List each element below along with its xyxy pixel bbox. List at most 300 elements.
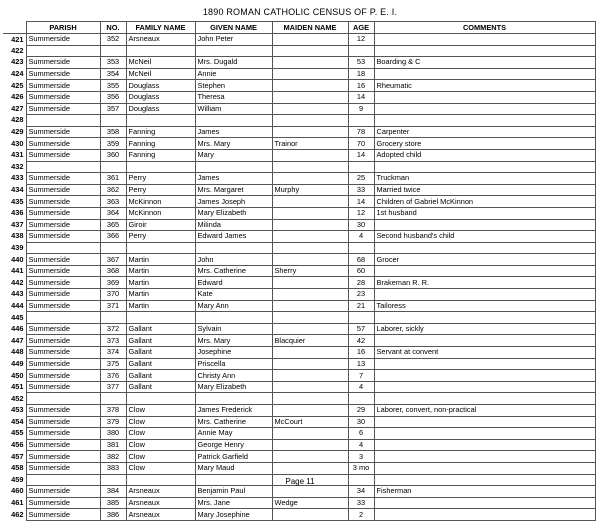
cell-age: 68 bbox=[348, 254, 374, 266]
cell-parish: Summerside bbox=[26, 196, 100, 208]
cell-family-name: Clow bbox=[126, 439, 195, 451]
cell-parish: Summerside bbox=[26, 439, 100, 451]
cell-parish bbox=[26, 393, 100, 405]
cell-maiden-name bbox=[272, 462, 348, 474]
cell-given-name bbox=[195, 45, 272, 57]
cell-parish: Summerside bbox=[26, 289, 100, 301]
cell-comments: Carpenter bbox=[374, 126, 595, 138]
cell-maiden-name bbox=[272, 393, 348, 405]
cell-maiden-name bbox=[272, 509, 348, 521]
cell-maiden-name: Blacquier bbox=[272, 335, 348, 347]
cell-maiden-name bbox=[272, 80, 348, 92]
table-row bbox=[3, 115, 595, 127]
cell-family-name: McKinnon bbox=[126, 207, 195, 219]
cell-given-name: Annie May bbox=[195, 428, 272, 440]
row-number: 436 bbox=[11, 208, 24, 218]
cell-family-name: Gallant bbox=[126, 347, 195, 359]
cell-family-name: Arsneaux bbox=[126, 509, 195, 521]
cell-no: 366 bbox=[100, 231, 126, 243]
cell-family-name: Douglass bbox=[126, 80, 195, 92]
table-row bbox=[3, 497, 595, 509]
cell-family-name bbox=[126, 393, 195, 405]
cell-family-name: Douglass bbox=[126, 103, 195, 115]
table-row bbox=[3, 34, 595, 46]
row-number: 446 bbox=[11, 324, 24, 334]
cell-parish: Summerside bbox=[26, 462, 100, 474]
cell-age: 42 bbox=[348, 335, 374, 347]
row-number: 421 bbox=[11, 34, 24, 44]
cell-no: 353 bbox=[100, 57, 126, 69]
cell-no bbox=[100, 161, 126, 173]
table-row bbox=[3, 428, 595, 440]
cell-given-name: Edward bbox=[195, 277, 272, 289]
cell-family-name: Arsneaux bbox=[126, 486, 195, 498]
cell-comments bbox=[374, 312, 595, 324]
cell-comments bbox=[374, 335, 595, 347]
cell-comments bbox=[374, 68, 595, 80]
cell-family-name: McNeil bbox=[126, 57, 195, 69]
cell-no: 375 bbox=[100, 358, 126, 370]
cell-comments: Tailoress bbox=[374, 300, 595, 312]
cell-given-name: Mary Ann bbox=[195, 300, 272, 312]
cell-maiden-name bbox=[272, 161, 348, 173]
row-number: 422 bbox=[11, 45, 24, 55]
cell-no: 369 bbox=[100, 277, 126, 289]
cell-maiden-name: Sherry bbox=[272, 265, 348, 277]
cell-maiden-name bbox=[272, 300, 348, 312]
cell-comments bbox=[374, 219, 595, 231]
cell-age: 7 bbox=[348, 370, 374, 382]
row-number: 433 bbox=[11, 173, 24, 183]
table-row bbox=[3, 323, 595, 335]
cell-comments bbox=[374, 381, 595, 393]
cell-comments bbox=[374, 416, 595, 428]
cell-no: 385 bbox=[100, 497, 126, 509]
cell-age: 14 bbox=[348, 149, 374, 161]
cell-parish: Summerside bbox=[26, 80, 100, 92]
cell-family-name: Clow bbox=[126, 462, 195, 474]
table-row bbox=[3, 347, 595, 359]
cell-comments bbox=[374, 289, 595, 301]
cell-family-name: Arsneaux bbox=[126, 34, 195, 46]
cell-family-name: Clow bbox=[126, 405, 195, 417]
row-number: 423 bbox=[11, 57, 24, 67]
cell-age bbox=[348, 45, 374, 57]
table-row bbox=[3, 254, 595, 266]
cell-age: 2 bbox=[348, 509, 374, 521]
cell-given-name: Edward James bbox=[195, 231, 272, 243]
cell-maiden-name: Murphy bbox=[272, 184, 348, 196]
cell-given-name bbox=[195, 161, 272, 173]
row-number: 431 bbox=[11, 150, 24, 160]
cell-age bbox=[348, 393, 374, 405]
row-number: 460 bbox=[11, 486, 24, 496]
cell-family-name: Martin bbox=[126, 254, 195, 266]
cell-no: 364 bbox=[100, 207, 126, 219]
cell-age: 28 bbox=[348, 277, 374, 289]
cell-age: 53 bbox=[348, 57, 374, 69]
cell-family-name: Martin bbox=[126, 265, 195, 277]
table-row bbox=[3, 196, 595, 208]
row-number: 434 bbox=[11, 185, 24, 195]
table-row bbox=[3, 173, 595, 185]
cell-given-name: Mrs. Mary bbox=[195, 335, 272, 347]
table-row bbox=[3, 370, 595, 382]
cell-family-name: Clow bbox=[126, 451, 195, 463]
row-number: 445 bbox=[11, 312, 24, 322]
table-row bbox=[3, 312, 595, 324]
cell-given-name: Mary Elizabeth bbox=[195, 207, 272, 219]
cell-age: 30 bbox=[348, 416, 374, 428]
cell-age: 6 bbox=[348, 428, 374, 440]
cell-comments bbox=[374, 509, 595, 521]
row-number: 452 bbox=[11, 393, 24, 403]
cell-parish: Summerside bbox=[26, 405, 100, 417]
table-row bbox=[3, 80, 595, 92]
cell-given-name: Patrick Garfield bbox=[195, 451, 272, 463]
cell-given-name: George Henry bbox=[195, 439, 272, 451]
cell-maiden-name bbox=[272, 231, 348, 243]
cell-parish: Summerside bbox=[26, 428, 100, 440]
cell-comments bbox=[374, 451, 595, 463]
cell-parish: Summerside bbox=[26, 126, 100, 138]
table-row bbox=[3, 416, 595, 428]
cell-maiden-name bbox=[272, 254, 348, 266]
cell-comments: Grocer bbox=[374, 254, 595, 266]
cell-comments: Boarding & C bbox=[374, 57, 595, 69]
cell-no: 381 bbox=[100, 439, 126, 451]
row-number: 432 bbox=[11, 161, 24, 171]
row-number: 451 bbox=[11, 382, 24, 392]
cell-parish: Summerside bbox=[26, 370, 100, 382]
cell-no: 386 bbox=[100, 509, 126, 521]
cell-parish: Summerside bbox=[26, 265, 100, 277]
cell-maiden-name bbox=[272, 451, 348, 463]
cell-age: 14 bbox=[348, 91, 374, 103]
cell-parish: Summerside bbox=[26, 173, 100, 185]
cell-family-name: McNeil bbox=[126, 68, 195, 80]
col-header-age: AGE bbox=[348, 22, 374, 34]
cell-comments bbox=[374, 358, 595, 370]
cell-family-name: Clow bbox=[126, 416, 195, 428]
cell-family-name: Perry bbox=[126, 184, 195, 196]
cell-maiden-name bbox=[272, 103, 348, 115]
cell-parish bbox=[26, 115, 100, 127]
cell-given-name: Mrs. Margaret bbox=[195, 184, 272, 196]
cell-given-name: James Joseph bbox=[195, 196, 272, 208]
row-number: 443 bbox=[11, 289, 24, 299]
cell-parish: Summerside bbox=[26, 138, 100, 150]
cell-parish bbox=[26, 161, 100, 173]
cell-comments bbox=[374, 45, 595, 57]
cell-age: 29 bbox=[348, 405, 374, 417]
cell-no: 383 bbox=[100, 462, 126, 474]
cell-maiden-name bbox=[272, 439, 348, 451]
cell-maiden-name bbox=[272, 370, 348, 382]
cell-given-name: Priscella bbox=[195, 358, 272, 370]
row-number: 424 bbox=[11, 69, 24, 79]
cell-comments bbox=[374, 439, 595, 451]
cell-no: 354 bbox=[100, 68, 126, 80]
cell-no: 368 bbox=[100, 265, 126, 277]
cell-maiden-name bbox=[272, 173, 348, 185]
cell-family-name: Martin bbox=[126, 300, 195, 312]
cell-given-name: James bbox=[195, 173, 272, 185]
col-header-parish: PARISH bbox=[26, 22, 100, 34]
table-row bbox=[3, 265, 595, 277]
row-number: 448 bbox=[11, 347, 24, 357]
cell-maiden-name bbox=[272, 242, 348, 254]
row-number: 447 bbox=[11, 335, 24, 345]
cell-given-name: Mrs. Catherine bbox=[195, 265, 272, 277]
cell-comments bbox=[374, 428, 595, 440]
cell-age: 9 bbox=[348, 103, 374, 115]
cell-parish: Summerside bbox=[26, 416, 100, 428]
cell-comments bbox=[374, 497, 595, 509]
cell-given-name bbox=[195, 242, 272, 254]
table-row bbox=[3, 45, 595, 57]
cell-age: 78 bbox=[348, 126, 374, 138]
cell-family-name: Fanning bbox=[126, 126, 195, 138]
cell-parish: Summerside bbox=[26, 347, 100, 359]
cell-comments bbox=[374, 91, 595, 103]
row-number: 462 bbox=[11, 509, 24, 519]
cell-given-name: Milinda bbox=[195, 219, 272, 231]
cell-maiden-name bbox=[272, 207, 348, 219]
cell-family-name: Fanning bbox=[126, 149, 195, 161]
row-number: 428 bbox=[11, 115, 24, 125]
cell-comments bbox=[374, 265, 595, 277]
table-row bbox=[3, 405, 595, 417]
cell-no: 380 bbox=[100, 428, 126, 440]
cell-maiden-name bbox=[272, 289, 348, 301]
cell-given-name bbox=[195, 115, 272, 127]
table-row bbox=[3, 335, 595, 347]
cell-parish: Summerside bbox=[26, 57, 100, 69]
cell-parish: Summerside bbox=[26, 323, 100, 335]
table-row bbox=[3, 486, 595, 498]
cell-no: 360 bbox=[100, 149, 126, 161]
cell-age: 4 bbox=[348, 231, 374, 243]
cell-given-name: Mrs. Mary bbox=[195, 138, 272, 150]
row-number: 450 bbox=[11, 370, 24, 380]
cell-family-name bbox=[126, 115, 195, 127]
cell-given-name: William bbox=[195, 103, 272, 115]
cell-comments: Adopted child bbox=[374, 149, 595, 161]
cell-no: 363 bbox=[100, 196, 126, 208]
col-header-given-name: GIVEN NAME bbox=[195, 22, 272, 34]
cell-maiden-name bbox=[272, 126, 348, 138]
row-number: 458 bbox=[11, 463, 24, 473]
row-number: 439 bbox=[11, 242, 24, 252]
cell-comments: 1st husband bbox=[374, 207, 595, 219]
table-row bbox=[3, 138, 595, 150]
col-header-comments: COMMENTS bbox=[374, 22, 595, 34]
row-number: 444 bbox=[11, 300, 24, 310]
cell-age: 33 bbox=[348, 184, 374, 196]
cell-age: 23 bbox=[348, 289, 374, 301]
cell-age: 33 bbox=[348, 497, 374, 509]
cell-age: 21 bbox=[348, 300, 374, 312]
cell-age: 57 bbox=[348, 323, 374, 335]
row-number: 430 bbox=[11, 138, 24, 148]
table-row bbox=[3, 219, 595, 231]
cell-parish: Summerside bbox=[26, 486, 100, 498]
cell-family-name: Douglass bbox=[126, 91, 195, 103]
cell-parish bbox=[26, 45, 100, 57]
cell-comments: Servant at convent bbox=[374, 347, 595, 359]
cell-given-name: Mary bbox=[195, 149, 272, 161]
cell-given-name: Mary Maud bbox=[195, 462, 272, 474]
cell-age: 4 bbox=[348, 381, 374, 393]
cell-family-name: Giroir bbox=[126, 219, 195, 231]
cell-parish bbox=[26, 242, 100, 254]
cell-family-name: Perry bbox=[126, 173, 195, 185]
table-row bbox=[3, 184, 595, 196]
cell-family-name: Gallant bbox=[126, 335, 195, 347]
cell-maiden-name bbox=[272, 277, 348, 289]
census-body bbox=[3, 34, 595, 521]
cell-no: 361 bbox=[100, 173, 126, 185]
cell-comments: Married twice bbox=[374, 184, 595, 196]
cell-comments bbox=[374, 103, 595, 115]
cell-no: 378 bbox=[100, 405, 126, 417]
cell-comments: Laborer, sickly bbox=[374, 323, 595, 335]
cell-age: 14 bbox=[348, 196, 374, 208]
cell-given-name: Christy Ann bbox=[195, 370, 272, 382]
cell-parish: Summerside bbox=[26, 103, 100, 115]
cell-maiden-name bbox=[272, 381, 348, 393]
cell-no: 367 bbox=[100, 254, 126, 266]
cell-family-name: McKinnon bbox=[126, 196, 195, 208]
table-row bbox=[3, 57, 595, 69]
cell-age: 60 bbox=[348, 265, 374, 277]
cell-given-name: James bbox=[195, 126, 272, 138]
cell-parish: Summerside bbox=[26, 219, 100, 231]
cell-maiden-name bbox=[272, 347, 348, 359]
cell-parish: Summerside bbox=[26, 207, 100, 219]
cell-maiden-name bbox=[272, 68, 348, 80]
cell-family-name: Martin bbox=[126, 289, 195, 301]
cell-given-name: Sylvain bbox=[195, 323, 272, 335]
cell-parish: Summerside bbox=[26, 149, 100, 161]
header-row bbox=[3, 22, 595, 34]
cell-maiden-name bbox=[272, 312, 348, 324]
cell-given-name: Mary Elizabeth bbox=[195, 381, 272, 393]
cell-no: 370 bbox=[100, 289, 126, 301]
row-number: 454 bbox=[11, 416, 24, 426]
page-title: 1890 ROMAN CATHOLIC CENSUS OF P. E. I. bbox=[202, 7, 398, 17]
col-header-family-name: FAMILY NAME bbox=[126, 22, 195, 34]
cell-no: 372 bbox=[100, 323, 126, 335]
cell-family-name bbox=[126, 161, 195, 173]
row-number: 442 bbox=[11, 277, 24, 287]
cell-family-name: Gallant bbox=[126, 358, 195, 370]
cell-parish: Summerside bbox=[26, 277, 100, 289]
row-number: 449 bbox=[11, 358, 24, 368]
cell-no: 357 bbox=[100, 103, 126, 115]
table-row bbox=[3, 393, 595, 405]
cell-comments: Brakeman R. R. bbox=[374, 277, 595, 289]
cell-maiden-name bbox=[272, 219, 348, 231]
cell-parish bbox=[26, 312, 100, 324]
cell-parish: Summerside bbox=[26, 358, 100, 370]
table-row bbox=[3, 439, 595, 451]
cell-no bbox=[100, 242, 126, 254]
row-number: 457 bbox=[11, 451, 24, 461]
cell-no: 358 bbox=[100, 126, 126, 138]
cell-maiden-name bbox=[272, 115, 348, 127]
cell-maiden-name bbox=[272, 45, 348, 57]
col-header-no: NO. bbox=[100, 22, 126, 34]
cell-no: 352 bbox=[100, 34, 126, 46]
row-number: 426 bbox=[11, 92, 24, 102]
cell-age: 30 bbox=[348, 219, 374, 231]
row-number: 437 bbox=[11, 219, 24, 229]
cell-parish: Summerside bbox=[26, 497, 100, 509]
cell-maiden-name bbox=[272, 34, 348, 46]
cell-maiden-name: Trainor bbox=[272, 138, 348, 150]
cell-age: 34 bbox=[348, 486, 374, 498]
cell-age: 13 bbox=[348, 358, 374, 370]
cell-given-name: Josephine bbox=[195, 347, 272, 359]
cell-family-name bbox=[126, 312, 195, 324]
cell-no bbox=[100, 115, 126, 127]
cell-maiden-name bbox=[272, 323, 348, 335]
cell-parish: Summerside bbox=[26, 184, 100, 196]
cell-given-name: John Peter bbox=[195, 34, 272, 46]
cell-maiden-name: McCourt bbox=[272, 416, 348, 428]
cell-family-name: Fanning bbox=[126, 138, 195, 150]
table-row bbox=[3, 277, 595, 289]
cell-maiden-name bbox=[272, 91, 348, 103]
cell-maiden-name bbox=[272, 486, 348, 498]
cell-no: 384 bbox=[100, 486, 126, 498]
cell-given-name: James Frederick bbox=[195, 405, 272, 417]
cell-parish: Summerside bbox=[26, 509, 100, 521]
cell-age bbox=[348, 115, 374, 127]
cell-family-name: Perry bbox=[126, 231, 195, 243]
cell-given-name bbox=[195, 393, 272, 405]
cell-parish: Summerside bbox=[26, 451, 100, 463]
cell-given-name: Mary Josephine bbox=[195, 509, 272, 521]
cell-age: 16 bbox=[348, 347, 374, 359]
cell-maiden-name bbox=[272, 405, 348, 417]
cell-parish: Summerside bbox=[26, 381, 100, 393]
cell-given-name: Mrs. Catherine bbox=[195, 416, 272, 428]
cell-given-name: Theresa bbox=[195, 91, 272, 103]
cell-no bbox=[100, 393, 126, 405]
row-number: 427 bbox=[11, 103, 24, 113]
row-number: 456 bbox=[11, 440, 24, 450]
table-row bbox=[3, 231, 595, 243]
cell-no bbox=[100, 312, 126, 324]
cell-no bbox=[100, 45, 126, 57]
cell-comments: Truckman bbox=[374, 173, 595, 185]
cell-comments: Second husband's child bbox=[374, 231, 595, 243]
cell-given-name bbox=[195, 312, 272, 324]
cell-parish: Summerside bbox=[26, 335, 100, 347]
cell-age: 12 bbox=[348, 34, 374, 46]
cell-comments bbox=[374, 161, 595, 173]
col-header-maiden-name: MAIDEN NAME bbox=[272, 22, 348, 34]
cell-given-name: Kate bbox=[195, 289, 272, 301]
table-row bbox=[3, 68, 595, 80]
cell-comments: Laborer, convert, non-practical bbox=[374, 405, 595, 417]
table-row bbox=[3, 509, 595, 521]
table-row bbox=[3, 462, 595, 474]
cell-age: 70 bbox=[348, 138, 374, 150]
